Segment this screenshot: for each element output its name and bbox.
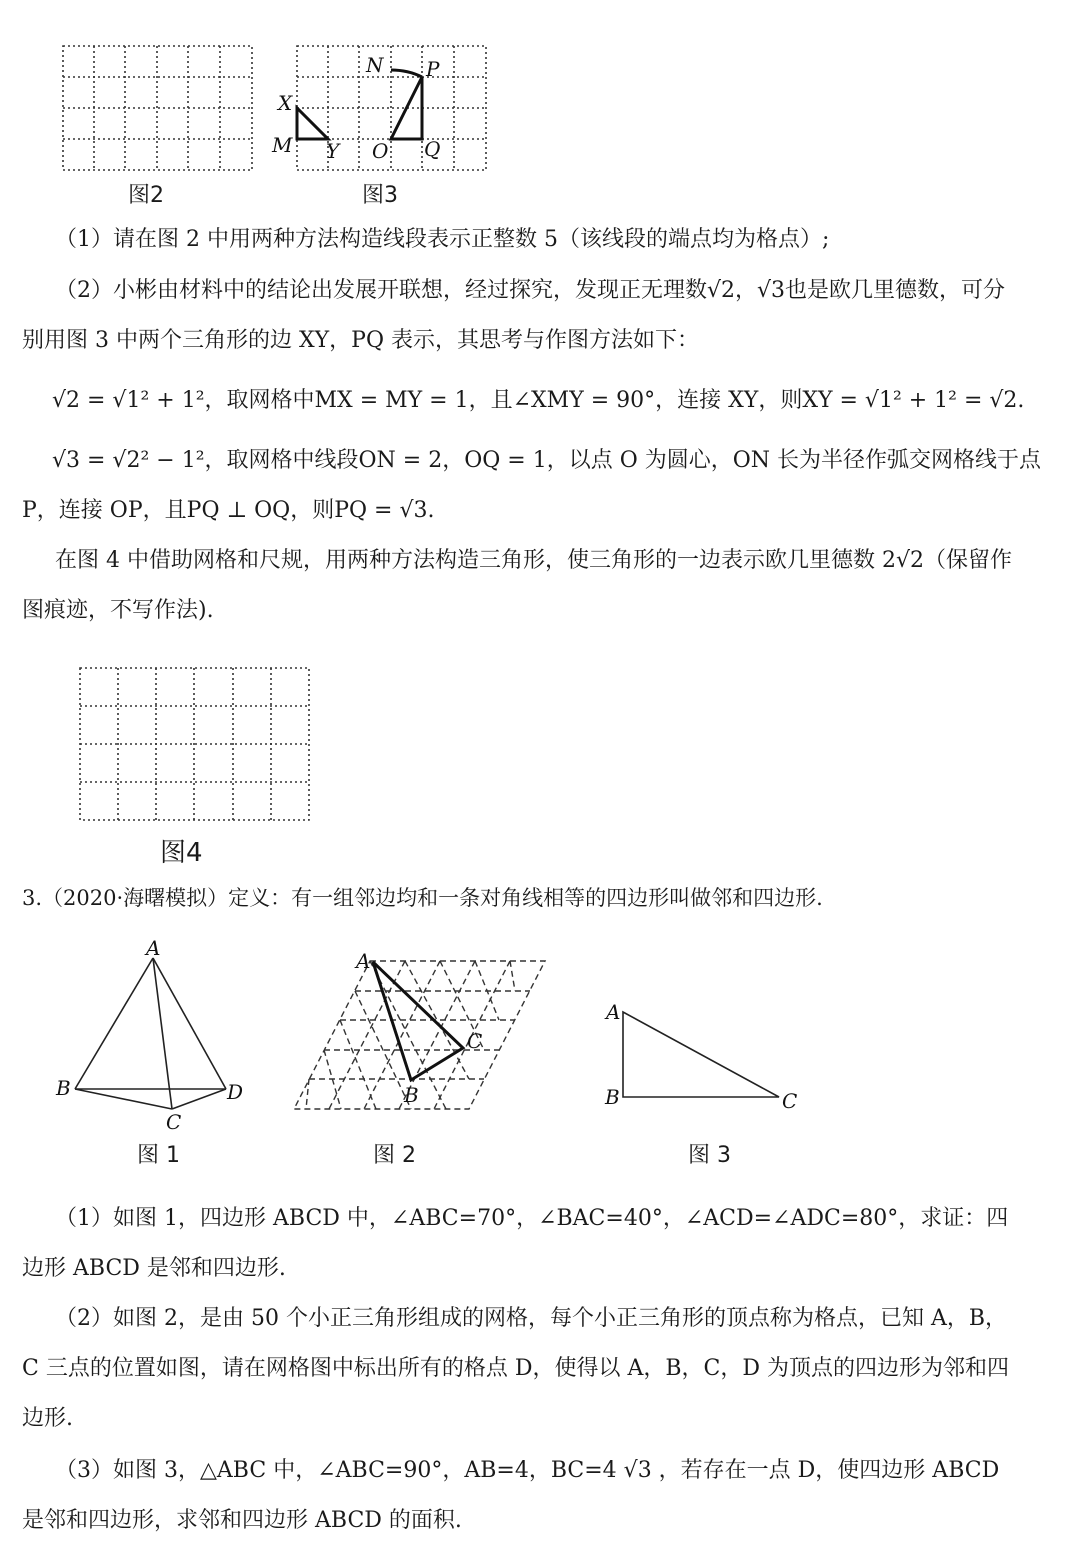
q3-figure-3-caption: 图 3 <box>688 1143 731 1168</box>
figure-3-caption: 图3 <box>362 183 398 208</box>
q3-fig2-label-a: A <box>356 949 371 973</box>
q3-fig1-label-a: A <box>146 936 161 960</box>
label-o: O <box>372 139 389 163</box>
q2-part2-text-a: （2）小彬由材料中的结论出发展开联想，经过探究，发现正无理数 <box>55 278 707 303</box>
q2-part3-line2: 图痕迹，不写作法). <box>22 598 214 623</box>
figure-2-caption: 图2 <box>128 183 164 208</box>
label-q: Q <box>424 137 441 161</box>
q3-part1-line2: 边形 ABCD 是邻和四边形. <box>22 1256 286 1281</box>
q3-fig1-label-c: C <box>166 1110 182 1134</box>
label-x: X <box>278 91 293 115</box>
q3-figure-1-caption: 图 1 <box>137 1143 180 1168</box>
q3-title: 3.（2020·海曙模拟）定义：有一组邻边均和一条对角线相等的四边形叫做邻和四边形. <box>22 886 823 910</box>
q2-equation-sqrt2: √2 = √1² + 1²，取网格中MX = MY = 1，且∠XMY = 90°，连接 XY，则XY = √1² + 1² = √2. <box>52 388 1025 413</box>
label-n: N <box>366 53 384 77</box>
arc-np <box>391 70 422 77</box>
q3-part1-line1: （1）如图 1，四边形 ABCD 中，∠ABC=70°，∠BAC=40°，∠ACD=∠ADC=80°，求证：四 <box>55 1206 1009 1231</box>
label-m: M <box>272 133 293 157</box>
q3-part3-line2: 是邻和四边形，求邻和四边形 ABCD 的面积. <box>22 1508 462 1533</box>
q2-part3-line1: 在图 4 中借助网格和尺规，用两种方法构造三角形，使三角形的一边表示欧几里德数 2√2（保留作 <box>55 548 1012 573</box>
q3-part2-line1: （2）如图 2，是由 50 个小正三角形组成的网格，每个小正三角形的顶点称为格点，已知 A，B， <box>55 1306 1008 1331</box>
q3-fig1-label-d: D <box>227 1080 244 1104</box>
q2-part2-sep: ， <box>735 278 758 303</box>
q3-fig3-label-c: C <box>782 1089 798 1113</box>
q3-fig3-label-a: A <box>606 1000 621 1024</box>
label-p: P <box>426 57 440 81</box>
q3-part3-line1: （3）如图 3，△ABC 中，∠ABC=90°，AB=4，BC=4 √3 ，若存在一点 D，使四边形 ABCD <box>55 1458 1000 1483</box>
q3-fig2-label-b: B <box>404 1083 419 1107</box>
q2-part2-line1 <box>55 266 1065 316</box>
q2-part2-line2: 别用图 3 中两个三角形的边 XY，PQ 表示，其思考与作图方法如下： <box>22 328 699 353</box>
figure-4-caption: 图4 <box>160 838 203 868</box>
figure-3-grid <box>296 45 488 171</box>
triangle-xmy <box>297 108 328 139</box>
q3-part2-line2: C 三点的位置如图，请在网格图中标出所有的格点 D，使得以 A，B，C，D 为顶点的四边形为邻和四 <box>22 1356 1009 1381</box>
q2-part2-sqrt3: √3 <box>757 278 786 303</box>
q3-figure-2-caption: 图 2 <box>373 1143 416 1168</box>
q2-part2-sqrt2: √2 <box>707 278 736 303</box>
figure-2-grid <box>62 45 254 171</box>
q3-fig3-label-b: B <box>605 1085 620 1109</box>
q2-part1: （1）请在图 2 中用两种方法构造线段表示正整数 5（该线段的端点均为格点）; <box>55 227 830 252</box>
q2-part2-text-b: 也是欧几里德数，可分 <box>785 278 1006 303</box>
label-y: Y <box>326 139 340 163</box>
q2-equation-sqrt3: √3 = √2² − 1²，取网格中线段ON = 2，OQ = 1，以点 O 为圆心，ON 长为半径作弧交网格线于点 <box>52 448 1042 473</box>
figure-4-grid <box>79 667 311 822</box>
q3-part2-line3: 边形. <box>22 1406 73 1431</box>
q3-fig2-label-c: C <box>467 1029 483 1053</box>
q2-equation-sqrt3-cont: P，连接 OP，且PQ ⊥ OQ，则PQ = √3. <box>22 498 435 523</box>
q3-fig1-label-b: B <box>56 1076 71 1100</box>
